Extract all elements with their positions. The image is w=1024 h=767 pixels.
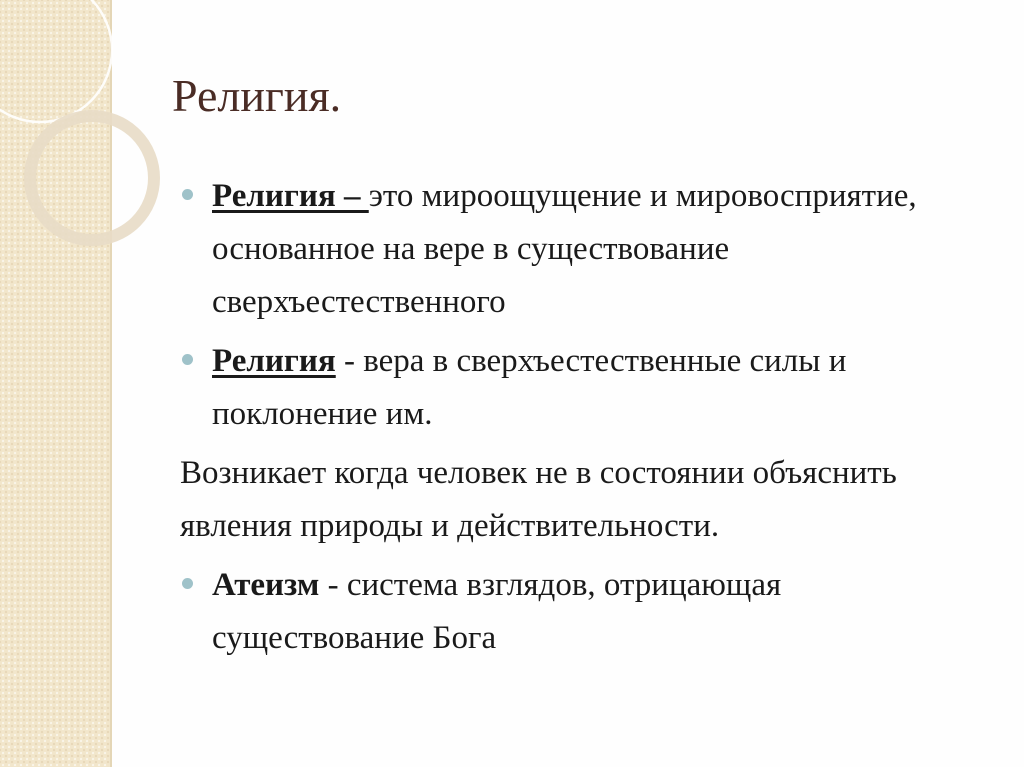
definition-text: - система взглядов, отрицающая существование Бога: [212, 567, 782, 656]
bullet-religion-definition-2: [180, 335, 990, 441]
bullet-religion-definition-1: [180, 170, 990, 329]
term-religion: Религия –: [212, 178, 369, 214]
decorative-circles-icon: [0, 0, 140, 260]
definition-text: это мироощущение и мировосприятие, основанное на вере в существование сверхъестественного: [212, 178, 917, 320]
slide-title: Религия.: [172, 70, 342, 121]
bullet-dot-icon: [182, 578, 193, 589]
bullet-dot-icon: [182, 189, 193, 200]
term-atheism: Атеизм: [212, 567, 320, 603]
bullet-atheism-definition: [180, 559, 990, 665]
term-religion: Религия: [212, 343, 336, 379]
definition-text: - вера в сверхъестественные силы и поклонение им.: [212, 343, 847, 432]
bullet-dot-icon: [182, 354, 193, 365]
paragraph-origin: Возникает когда человек не в состоянии объяснить явления природы и действительности.: [180, 455, 897, 544]
slide-content: [180, 170, 990, 665]
